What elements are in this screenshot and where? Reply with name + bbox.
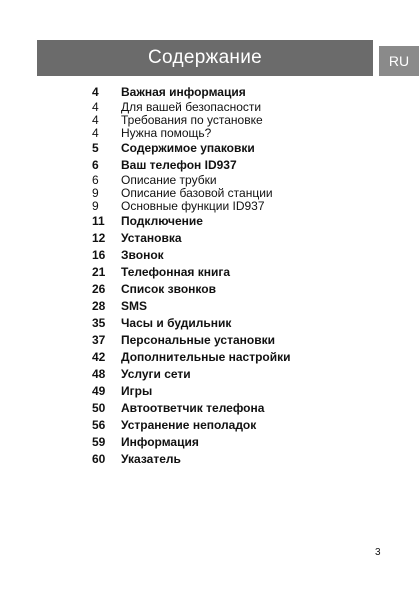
toc-entry[interactable]: [92, 400, 382, 417]
toc-title: Описание базовой станции: [121, 186, 273, 200]
table-of-contents: [92, 84, 382, 468]
toc-entry[interactable]: [92, 298, 382, 315]
toc-title: Подключение: [121, 214, 203, 228]
toc-title: Персональные установки: [121, 333, 275, 347]
toc-entry[interactable]: [92, 451, 382, 468]
toc-page-number: 5: [92, 141, 99, 155]
toc-title: Телефонная книга: [121, 265, 231, 279]
toc-page-number: 28: [92, 299, 106, 313]
toc-title: Устранение неполадок: [121, 418, 257, 432]
toc-title: Нужна помощь?: [121, 126, 212, 140]
toc-entry[interactable]: [92, 383, 382, 400]
toc-page-number: 60: [92, 452, 106, 466]
toc-title: Установка: [121, 231, 182, 245]
page-number: 3: [375, 547, 381, 558]
toc-entry[interactable]: [92, 84, 382, 101]
header-bar: [37, 40, 373, 76]
toc-page-number: 16: [92, 248, 106, 262]
toc-title: Игры: [121, 384, 153, 398]
toc-entry[interactable]: [92, 127, 382, 140]
toc-entry[interactable]: [92, 332, 382, 349]
toc-page-number: 6: [92, 158, 99, 172]
toc-entry[interactable]: [92, 247, 382, 264]
toc-title: Ваш телефон ID937: [121, 158, 237, 172]
toc-page-number: 4: [92, 100, 99, 114]
toc-title: Информация: [121, 435, 199, 449]
toc-page-number: 4: [92, 85, 99, 99]
toc-title: Дополнительные настройки: [121, 350, 291, 364]
language-badge: RU: [379, 46, 419, 76]
page-title: Содержание: [147, 47, 263, 68]
toc-entry[interactable]: [92, 200, 382, 213]
toc-page-number: 26: [92, 282, 106, 296]
toc-page-number: 59: [92, 435, 106, 449]
toc-entry[interactable]: [92, 213, 382, 230]
toc-entry[interactable]: [92, 157, 382, 174]
toc-page-number: 6: [92, 173, 99, 187]
toc-title: Основные функции ID937: [121, 199, 265, 213]
toc-title: Для вашей безопасности: [121, 100, 262, 114]
toc-entry[interactable]: [92, 349, 382, 366]
toc-page-number: 37: [92, 333, 106, 347]
toc-page-number: 4: [92, 113, 99, 127]
toc-page-number: 4: [92, 126, 99, 140]
toc-entry[interactable]: [92, 140, 382, 157]
toc-title: Часы и будильник: [121, 316, 232, 330]
toc-page-number: 42: [92, 350, 106, 364]
toc-page-number: 12: [92, 231, 106, 245]
toc-page-number: 11: [92, 214, 105, 228]
toc-entry[interactable]: [92, 281, 382, 298]
toc-entry[interactable]: [92, 315, 382, 332]
toc-title: Описание трубки: [121, 173, 217, 187]
toc-title: Автоответчик телефона: [121, 401, 265, 415]
toc-title: Звонок: [121, 248, 164, 262]
toc-entry[interactable]: [92, 230, 382, 247]
toc-title: SMS: [121, 299, 148, 313]
toc-page-number: 56: [92, 418, 106, 432]
toc-title: Услуги сети: [121, 367, 191, 381]
toc-entry[interactable]: [92, 417, 382, 434]
toc-page-number: 9: [92, 199, 99, 213]
toc-title: Указатель: [121, 452, 181, 466]
toc-entry[interactable]: [92, 264, 382, 281]
toc-entry[interactable]: [92, 366, 382, 383]
toc-title: Требования по установке: [121, 113, 263, 127]
toc-page-number: 9: [92, 186, 99, 200]
toc-page-number: 50: [92, 401, 106, 415]
toc-page-number: 49: [92, 384, 106, 398]
toc-title: Важная информация: [121, 85, 246, 99]
toc-page-number: 48: [92, 367, 106, 381]
toc-entry[interactable]: [92, 434, 382, 451]
toc-title: Список звонков: [121, 282, 216, 296]
toc-page-number: 21: [92, 265, 106, 279]
toc-page-number: 35: [92, 316, 106, 330]
toc-title: Содержимое упаковки: [121, 141, 255, 155]
